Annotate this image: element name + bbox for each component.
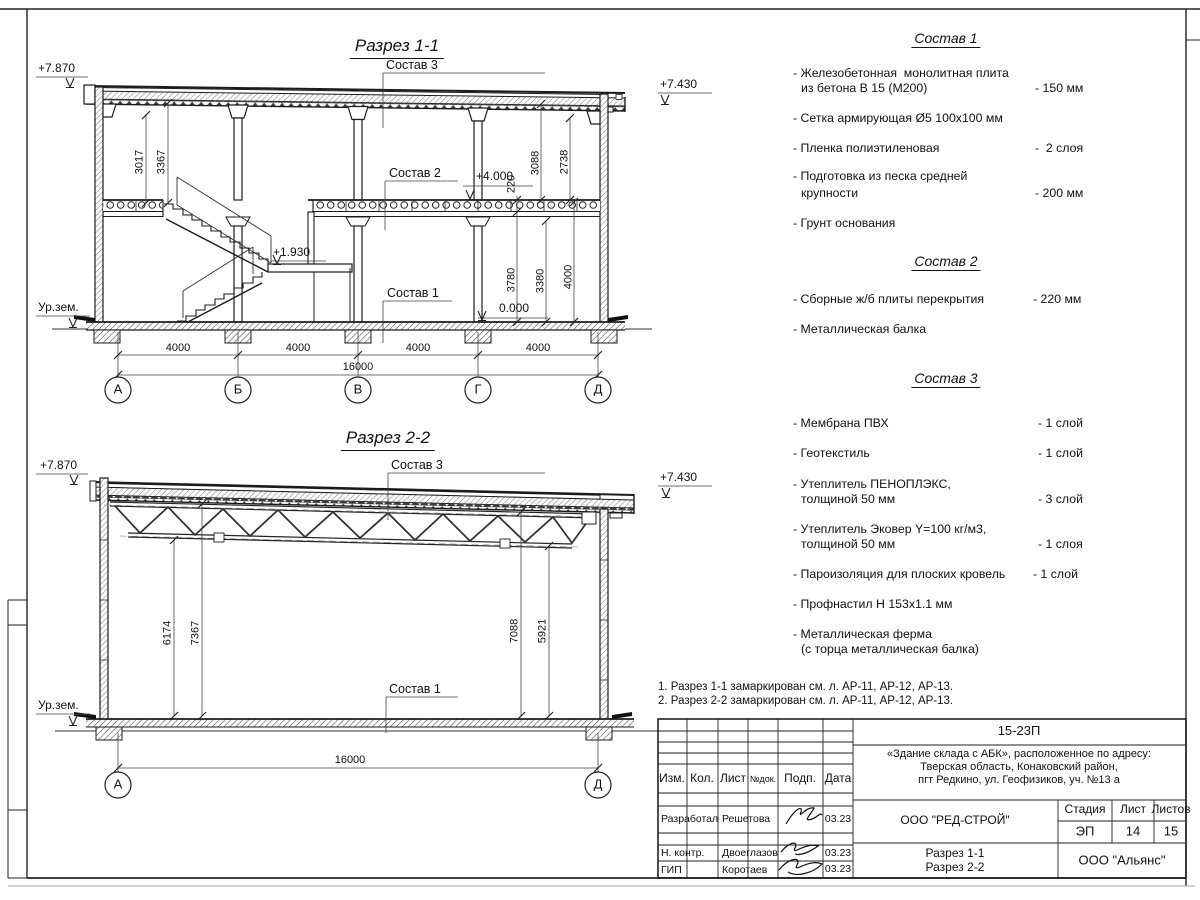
composition-item: - Утеплитель Эковер Y=100 кг/м3, [793, 522, 987, 536]
section-2-title: Разрез 2-2 [341, 428, 435, 451]
tb-drawing-name: Разрез 1-1 [925, 846, 985, 861]
tb-sheets-label: Листов [1151, 802, 1191, 817]
tb-name: Решетова [722, 813, 771, 825]
composition-item: - Металлическая ферма [793, 627, 932, 641]
tb-role: Разработал [661, 813, 719, 825]
composition-item: - Пленка полиэтиленовая [793, 141, 940, 155]
tb-stage-label: Стадия [1064, 802, 1106, 817]
tb-sheet-label: Лист [1119, 802, 1147, 817]
tb-header-ndok: №док. [749, 773, 777, 784]
s1-elevation-left: +7.870 [38, 61, 76, 75]
s2-grid-label: Д [593, 776, 603, 792]
s1-elevation-right: +7.430 [660, 77, 698, 91]
tb-header-podp: Подп. [784, 771, 816, 786]
section-1-1-drawing [36, 73, 712, 403]
s1-grid-label: А [113, 381, 123, 397]
s2-elevation-right: +7.430 [660, 470, 698, 484]
tb-header-data: Дата [824, 771, 852, 786]
composition-item: из бетона В 15 (М200) [801, 81, 928, 95]
tb-header-list: Лист [719, 771, 747, 786]
s1-span-dim: 4000 [165, 342, 191, 354]
tb-date: 03.23 [824, 812, 852, 825]
s1-vdim: 2738 [558, 149, 571, 175]
composition-item: - Геотекстиль [793, 446, 870, 460]
tb-date: 03.23 [824, 846, 852, 859]
s1-leader-sostav3: Состав 3 [386, 58, 438, 72]
tb-name: Коротаев [722, 864, 768, 876]
composition-item: - Мембрана ПВХ [793, 416, 889, 430]
s1-grid-label: Г [474, 381, 482, 397]
s1-elevation-floor1: 0.000 [499, 301, 530, 315]
composition-item: толщиной 50 мм [801, 537, 896, 551]
s1-vdim: 3780 [505, 267, 518, 293]
composition-item: (с торца металлическая балка) [801, 642, 979, 656]
composition-item: - Профнастил Н 153х1.1 мм [793, 597, 953, 611]
s1-vdim: 3017 [133, 149, 146, 175]
s1-vdim: 4000 [562, 264, 575, 290]
s1-leader-sostav2: Состав 2 [389, 166, 441, 180]
s2-elevation-left: +7.870 [40, 458, 78, 472]
s1-total-dim: 16000 [342, 361, 374, 373]
section-1-title: Разрез 1-1 [350, 36, 444, 59]
s2-vdim: 5921 [536, 618, 549, 644]
composition-item: - Сборные ж/б плиты перекрытия [793, 292, 985, 306]
s1-grid-label: Д [593, 381, 603, 397]
composition-1-title: Состав 1 [911, 30, 980, 48]
s1-vdim: 3367 [155, 149, 168, 175]
note-line: 1. Разрез 1-1 замаркирован см. л. АР-11, АР-12, АР-13. [658, 681, 954, 693]
composition-item: - Пароизоляция для плоских кровель [793, 567, 1006, 581]
s1-vdim: 3380 [534, 268, 547, 294]
tb-role: Н. контр. [661, 847, 705, 859]
s1-ground-label: Ур.зем. [38, 300, 79, 314]
s1-grid-label: Б [233, 381, 243, 397]
s2-vdim: 7367 [189, 620, 202, 646]
tb-date: 03.23 [824, 862, 852, 875]
signatures [779, 808, 822, 875]
composition-value: - 3 слой [1038, 492, 1083, 506]
tb-org: ООО "Альянс" [1078, 852, 1166, 868]
note-line: 2. Разрез 2-2 замаркирован см. л. АР-11, АР-12, АР-13. [658, 695, 954, 707]
doc-number: 15-23П [997, 723, 1041, 738]
s1-vdim: 3088 [529, 150, 542, 176]
composition-item: - Металлическая балка [793, 322, 927, 336]
composition-item: крупности [801, 186, 859, 200]
tb-header-kol: Кол. [690, 771, 714, 786]
s1-vdim: 220 [505, 174, 518, 194]
composition-value: - 1 слой [1033, 567, 1078, 581]
composition-item: - Подготовка из песка средней [793, 169, 968, 183]
composition-value: - 1 слой [1038, 446, 1083, 460]
s1-span-dim: 4000 [525, 342, 551, 354]
composition-value: - 1 слоя [1038, 537, 1083, 551]
s1-elevation-floor2: +4.000 [476, 169, 514, 183]
section-2-2-drawing [36, 470, 712, 798]
s1-span-dim: 4000 [405, 342, 431, 354]
tb-sheet-value: 14 [1125, 823, 1141, 839]
object-address-line: пгт Редкино, ул. Геофизиков, уч. №13 а [918, 774, 1120, 786]
tb-drawing-name: Разрез 2-2 [925, 860, 985, 875]
s2-ground-label: Ур.зем. [38, 698, 79, 712]
composition-3-title: Состав 3 [911, 370, 980, 388]
s2-leader-sostav3: Состав 3 [391, 458, 443, 472]
composition-item: - Грунт основания [793, 216, 896, 230]
composition-value: - 150 мм [1035, 81, 1084, 95]
s2-grid-bubbles [105, 772, 611, 798]
tb-sheets-value: 15 [1163, 823, 1179, 839]
composition-value: - 200 мм [1035, 186, 1084, 200]
tb-header-izm: Изм. [659, 771, 685, 786]
s1-span-dim: 4000 [285, 342, 311, 354]
tb-stage-value: ЭП [1075, 823, 1095, 839]
object-address-line: «Здание склада с АБК», расположенное по адресу: [887, 748, 1151, 760]
signature-gip [779, 859, 822, 874]
composition-item: - Сетка армирующая Ø5 100x100 мм [793, 111, 1003, 125]
composition-2-title: Состав 2 [911, 253, 980, 271]
s2-grid-label: А [113, 776, 123, 792]
composition-value: - 220 мм [1033, 292, 1082, 306]
composition-item: - Утеплитель ПЕНОПЛЭКС, [793, 477, 951, 491]
s2-total-dim: 16000 [334, 754, 366, 766]
composition-item: - Железобетонная монолитная плита [793, 66, 1009, 80]
tb-name: Двоеглазов [722, 847, 778, 859]
s1-leader-sostav1: Состав 1 [387, 286, 439, 300]
composition-value: - 1 слой [1038, 416, 1083, 430]
s2-vdim: 7088 [508, 618, 521, 644]
s2-leader-sostav1: Состав 1 [389, 682, 441, 696]
tb-company: ООО "РЕД-СТРОЙ" [900, 813, 1010, 828]
tb-role: ГИП [661, 864, 682, 876]
composition-item: толщиной 50 мм [801, 492, 896, 506]
s1-grid-label: В [353, 381, 363, 397]
object-address-line: Тверская область, Конаковский район, [920, 761, 1118, 773]
s2-vdim: 6174 [161, 620, 174, 646]
signature-developer [786, 808, 822, 824]
composition-value: - 2 слоя [1035, 141, 1084, 155]
s1-elevation-landing: +1.930 [273, 245, 311, 259]
